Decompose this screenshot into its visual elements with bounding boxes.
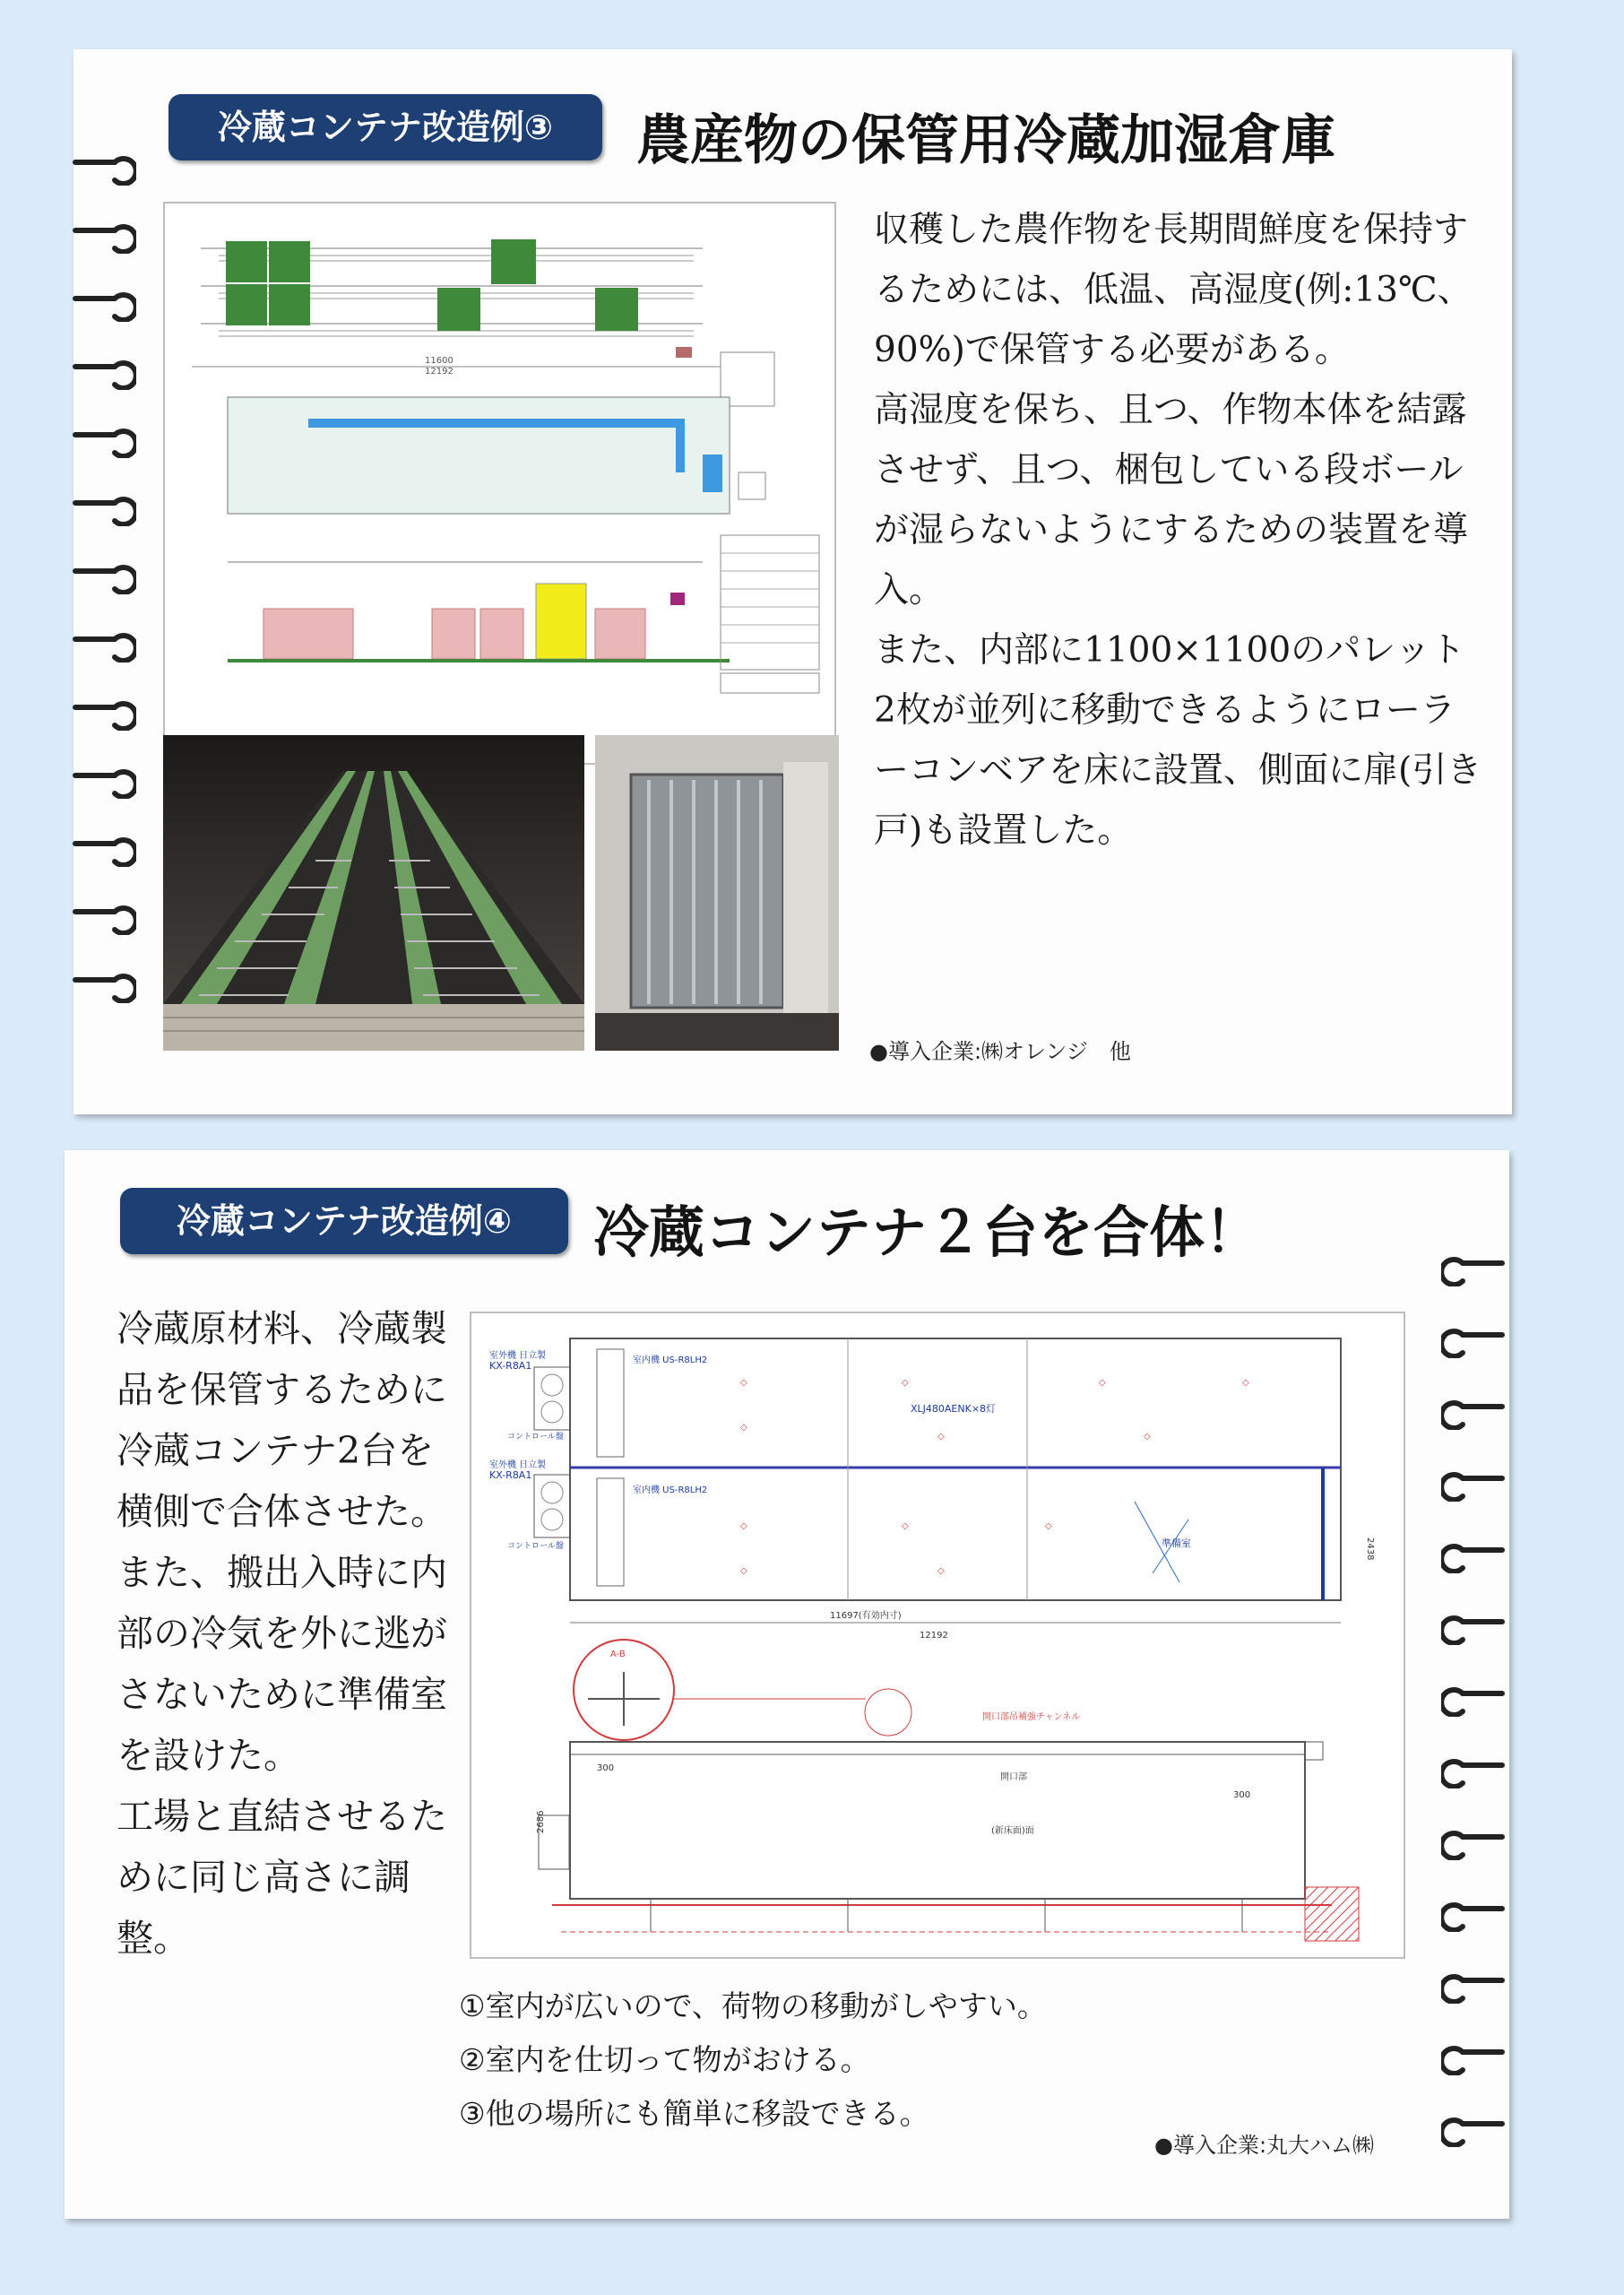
- pallet-green-7: [595, 288, 638, 331]
- binder-ring: [1441, 1896, 1506, 1932]
- binder-ring: [72, 218, 136, 254]
- binder-ring: [72, 627, 136, 663]
- svg-text:室外機 日立製: 室外機 日立製: [489, 1460, 547, 1470]
- binder-ring: [72, 354, 136, 390]
- binder-ring: [72, 695, 136, 731]
- svg-text:KX-R8A1: KX-R8A1: [489, 1360, 532, 1372]
- example-3-company: ●導入企業:㈱オレンジ 他: [869, 1039, 1131, 1064]
- svg-text:11697(有効内寸): 11697(有効内寸): [830, 1611, 902, 1621]
- binder-ring: [1441, 1537, 1506, 1573]
- svg-text:◇: ◇: [740, 1521, 747, 1531]
- binder-ring: [1441, 1824, 1506, 1860]
- svg-text:室内機 US-R8LH2: 室内機 US-R8LH2: [633, 1485, 708, 1495]
- binder-ring: [72, 422, 136, 458]
- example-4-title: 冷蔵コンテナ２台を合体！: [593, 1199, 1261, 1265]
- svg-text:300: 300: [597, 1763, 615, 1773]
- svg-text:◇: ◇: [1144, 1432, 1151, 1442]
- svg-text:11600: 11600: [425, 356, 454, 366]
- binder-ring: [1441, 1681, 1506, 1717]
- svg-text:◇: ◇: [740, 1566, 747, 1576]
- svg-text:(新床面)面: (新床面)面: [991, 1826, 1034, 1836]
- svg-text:◇: ◇: [1242, 1378, 1249, 1388]
- warehouse-drawing: [163, 202, 836, 765]
- binder-ring: [1441, 1394, 1506, 1430]
- binder-ring: [1441, 1753, 1506, 1788]
- binder-ring: [1441, 2040, 1506, 2075]
- pallet-green-1: [226, 241, 267, 282]
- svg-text:室内機 US-R8LH2: 室内機 US-R8LH2: [633, 1355, 708, 1365]
- svg-text:◇: ◇: [937, 1566, 945, 1576]
- example-4-merits: [459, 1979, 1047, 2141]
- warehouse-drawing-svg: [165, 204, 834, 763]
- example-3-badge: 冷蔵コンテナ改造例③: [168, 94, 602, 160]
- svg-text:コントロール盤: コントロール盤: [507, 1542, 564, 1551]
- description-paragraph: また、搬出入時に内部の冷気を外に逃がさないために準備室を設けた。: [117, 1551, 447, 1777]
- binder-ring: [72, 150, 136, 186]
- binder-ring: [72, 490, 136, 526]
- binder-ring: [72, 831, 136, 867]
- svg-text:開口部: 開口部: [1000, 1772, 1027, 1782]
- svg-text:2686: 2686: [536, 1810, 546, 1833]
- pallet-green-5: [491, 239, 536, 284]
- svg-text:◇: ◇: [937, 1432, 945, 1442]
- example-3-description: [874, 200, 1483, 861]
- binder-ring: [72, 286, 136, 322]
- binder-ring: [1441, 1322, 1506, 1358]
- description-paragraph: 工場と直結させるために同じ高さに調整。: [117, 1795, 447, 1960]
- pallet-green-3: [226, 284, 267, 325]
- cooling-duct: [308, 419, 685, 428]
- svg-text:◇: ◇: [740, 1423, 747, 1433]
- binder-ring: [72, 899, 136, 935]
- pallet-green-4: [269, 284, 310, 325]
- example-4-description: [117, 1298, 453, 1969]
- description-paragraph: また、内部に1100×1100のパレット2枚が並列に移動できるようにローラーコンベアを床に設置、側面に扉(引き戸)も設置した。: [874, 630, 1482, 851]
- description-paragraph: 冷蔵原材料、冷蔵製品を保管するために冷蔵コンテナ2台を横側で合体させた。: [117, 1307, 447, 1533]
- binder-ring: [1441, 2111, 1506, 2147]
- description-paragraph: 収穫した農作物を長期間鮮度を保持するためには、低温、高湿度(例:13℃、90%)で保管する必要がある。: [874, 210, 1473, 370]
- combined-container-drawing: [470, 1312, 1405, 1959]
- pallet-green-6: [437, 288, 480, 331]
- binder-ring: [1441, 1968, 1506, 2004]
- svg-text:◇: ◇: [902, 1378, 909, 1388]
- description-paragraph: 高湿度を保ち、且つ、作物本体を結露させず、且つ、梱包している段ボールが湿らないようにするための装置を導入。: [874, 390, 1469, 611]
- container-example-4-card: [65, 1150, 1509, 2219]
- example-4-badge: 冷蔵コンテナ改造例④: [120, 1188, 568, 1254]
- sliding-door-photo: [595, 735, 839, 1051]
- svg-text:コントロール盤: コントロール盤: [507, 1433, 564, 1442]
- svg-text:◇: ◇: [1045, 1521, 1052, 1531]
- binder-ring: [72, 763, 136, 799]
- binder-ring: [1441, 1251, 1506, 1286]
- svg-text:◇: ◇: [1099, 1378, 1106, 1388]
- svg-text:12192: 12192: [425, 367, 454, 377]
- example-4-company: ●導入企業:丸大ハム㈱: [1154, 2133, 1375, 2158]
- svg-text:準備室: 準備室: [1162, 1537, 1191, 1549]
- svg-text:300: 300: [1233, 1790, 1251, 1800]
- binder-ring: [72, 967, 136, 1003]
- roller-conveyor-photo: [163, 735, 584, 1051]
- binder-ring: [1441, 1609, 1506, 1645]
- svg-text:室外機 日立製: 室外機 日立製: [489, 1351, 547, 1361]
- sliding-door: [536, 584, 586, 659]
- svg-text:◇: ◇: [740, 1378, 747, 1388]
- svg-text:12192: 12192: [920, 1631, 948, 1641]
- svg-text:XLJ480AENK×8灯: XLJ480AENK×8灯: [911, 1403, 997, 1415]
- example-3-title: 農産物の保管用冷蔵加湿倉庫: [636, 109, 1335, 172]
- binder-ring: [1441, 1466, 1506, 1502]
- pallet-green-2: [269, 241, 310, 282]
- binder-ring: [72, 559, 136, 594]
- combined-container-drawing-svg: [471, 1313, 1404, 1957]
- svg-text:2438: 2438: [1365, 1537, 1375, 1561]
- svg-text:A-B: A-B: [610, 1650, 626, 1659]
- merit-item: ①室内が広いので、荷物の移動がしやすい。: [459, 1988, 1047, 2023]
- merit-item: ③他の場所にも簡単に移設できる。: [459, 2096, 929, 2131]
- svg-text:開口部吊補強チャンネル: 開口部吊補強チャンネル: [982, 1712, 1081, 1722]
- merit-item: ②室内を仕切って物がおける。: [459, 2042, 870, 2077]
- svg-text:◇: ◇: [902, 1521, 909, 1531]
- svg-text:KX-R8A1: KX-R8A1: [489, 1469, 532, 1481]
- container-example-3-card: [73, 49, 1512, 1114]
